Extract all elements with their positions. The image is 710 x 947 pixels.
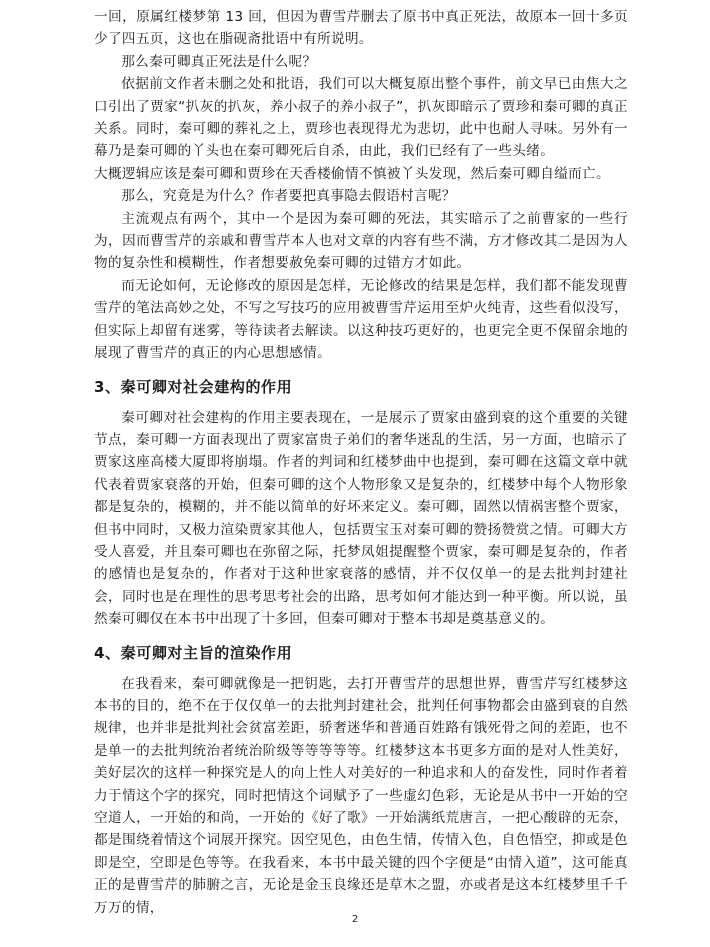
page-body: [94, 6, 628, 919]
paragraph: 大概逻辑应该是秦可卿和贾珍在天香楼偷情不慎被丫头发现，然后秦可卿自缢而亡。: [94, 165, 610, 182]
paragraph: 在我看来，秦可卿就像是一把钥匙，去打开曹雪芹的思想世界，曹雪芹写红楼梦这本书的目的，绝不在于仅仅单一的去批判封建社会，批判任何事物都会由盛到衰的自然规律，也并非是批判社会贫富差距，骄奢迷华和普通百姓路有饿死骨之间的差距，也不是单一的去批判统治者统治阶级等等等等等。红楼梦这本书更多方面的是对人性美好，美好层次的这样一种探究是人的向上性人对美好的一种追求和人的奋发性，同时作者着力于情这个字的探究，同时把情这个词赋予了一些虚幻色彩，无论是从书中一开始的空空道人，一开始的和尚，一开始的《好了歌》一开始满纸荒唐言，一把心酸辟的无奈，都是围绕着情这个词展开探究。因空见色，由色生情，传情入色，自色悟空，抑或是色即是空，空即是色等等。在我看来，本书中最关键的四个字便是“由情入道”，这可能真正的是曹雪芹的肺腑之言，无论是金玉良缘还是草木之盟，亦或者是这本红楼梦里千千万万的情，: [94, 675, 628, 916]
paragraph: 主流观点有两个，其中一个是因为秦可卿的死法，其实暗示了之前曹家的一些行为，因而曹雪芹的亲戚和曹雪芹本人也对文章的内容有些不满，方才修改其二是因为人物的复杂性和模糊性，作者想要赦免秦可卿的过错方才如此。: [94, 210, 628, 272]
section-heading-4: 4、秦可卿对主旨的渲染作用: [94, 643, 293, 662]
paragraph: 依据前文作者未删之处和批语，我们可以大概复原出整个事件，前文早已由焦大之口引出了贾家“扒灰的扒灰，养小叔子的养小叔子”，扒灰即暗示了贾珍和秦可卿的真正关系。同时，秦可卿的葬礼之上，贾珍也表现得尤为悲切，此中也耐人寻味。另外有一幕乃是秦可卿的丫头也在秦可卿死后自杀，由此，我们已经有了一些头绪。: [94, 76, 628, 160]
paragraph: 秦可卿对社会建构的作用主要表现在，一是展示了贾家由盛到衰的这个重要的关键节点，秦可卿一方面表现出了贾家富贵子弟们的奢华迷乱的生活，另一方面，也暗示了贾家这座高楼大厦即将崩塌。作者的判词和红楼梦曲中也提到，秦可卿在这篇文章中就代表着贾家衰落的开始，但秦可卿的这个人物形象又是复杂的，红楼梦中每个人物形象都是复杂的，模糊的，并不能以简单的好坏来定义。秦可卿，固然以情祸害整个贾家，但书中同时，又极力渲染贾家其他人，包括贾宝玉对秦可卿的赞扬赞赏之情。可卿大方受人喜爱，并且秦可卿也在弥留之际，托梦凤姐提醒整个贾家，秦可卿是复杂的，作者的感情也是复杂的，作者对于这种世家衰落的感情，并不仅仅单一的是去批判封建社会，同时也是在理性的思考思考社会的出路，思考如何才能达到一种平衡。所以说，虽然秦可卿仅在本书中出现了十多回，但秦可卿对于整本书却是奠基意义的。: [94, 409, 628, 628]
paragraph: 而无论如何，无论修改的原因是怎样，无论修改的结果是怎样，我们都不能发现曹雪芹的笔法高妙之处，不写之写技巧的应用被曹雪芹运用至炉火纯青，这些看似没写，但实际上却留有迷雾，等待读者去解读。以这种技巧更好的，也更完全更不保留余地的展现了曹雪芹的真正的内心思想感情。: [94, 277, 628, 362]
section-heading-3: 3、秦可卿对社会建构的作用: [94, 377, 293, 396]
page-number: 2: [351, 914, 359, 925]
paragraph: 一回，原属红楼梦第 13 回，但因为曹雪芹删去了原书中真正死法，故原本一回十多页少了四五页，这也在脂砚斋批语中有所说明。: [94, 9, 628, 48]
paragraph: 那么，究竟是为什么？作者要把真事隐去假语村言呢？: [121, 188, 456, 205]
paragraph: 那么秦可卿真正死法是什么呢？: [121, 53, 317, 70]
